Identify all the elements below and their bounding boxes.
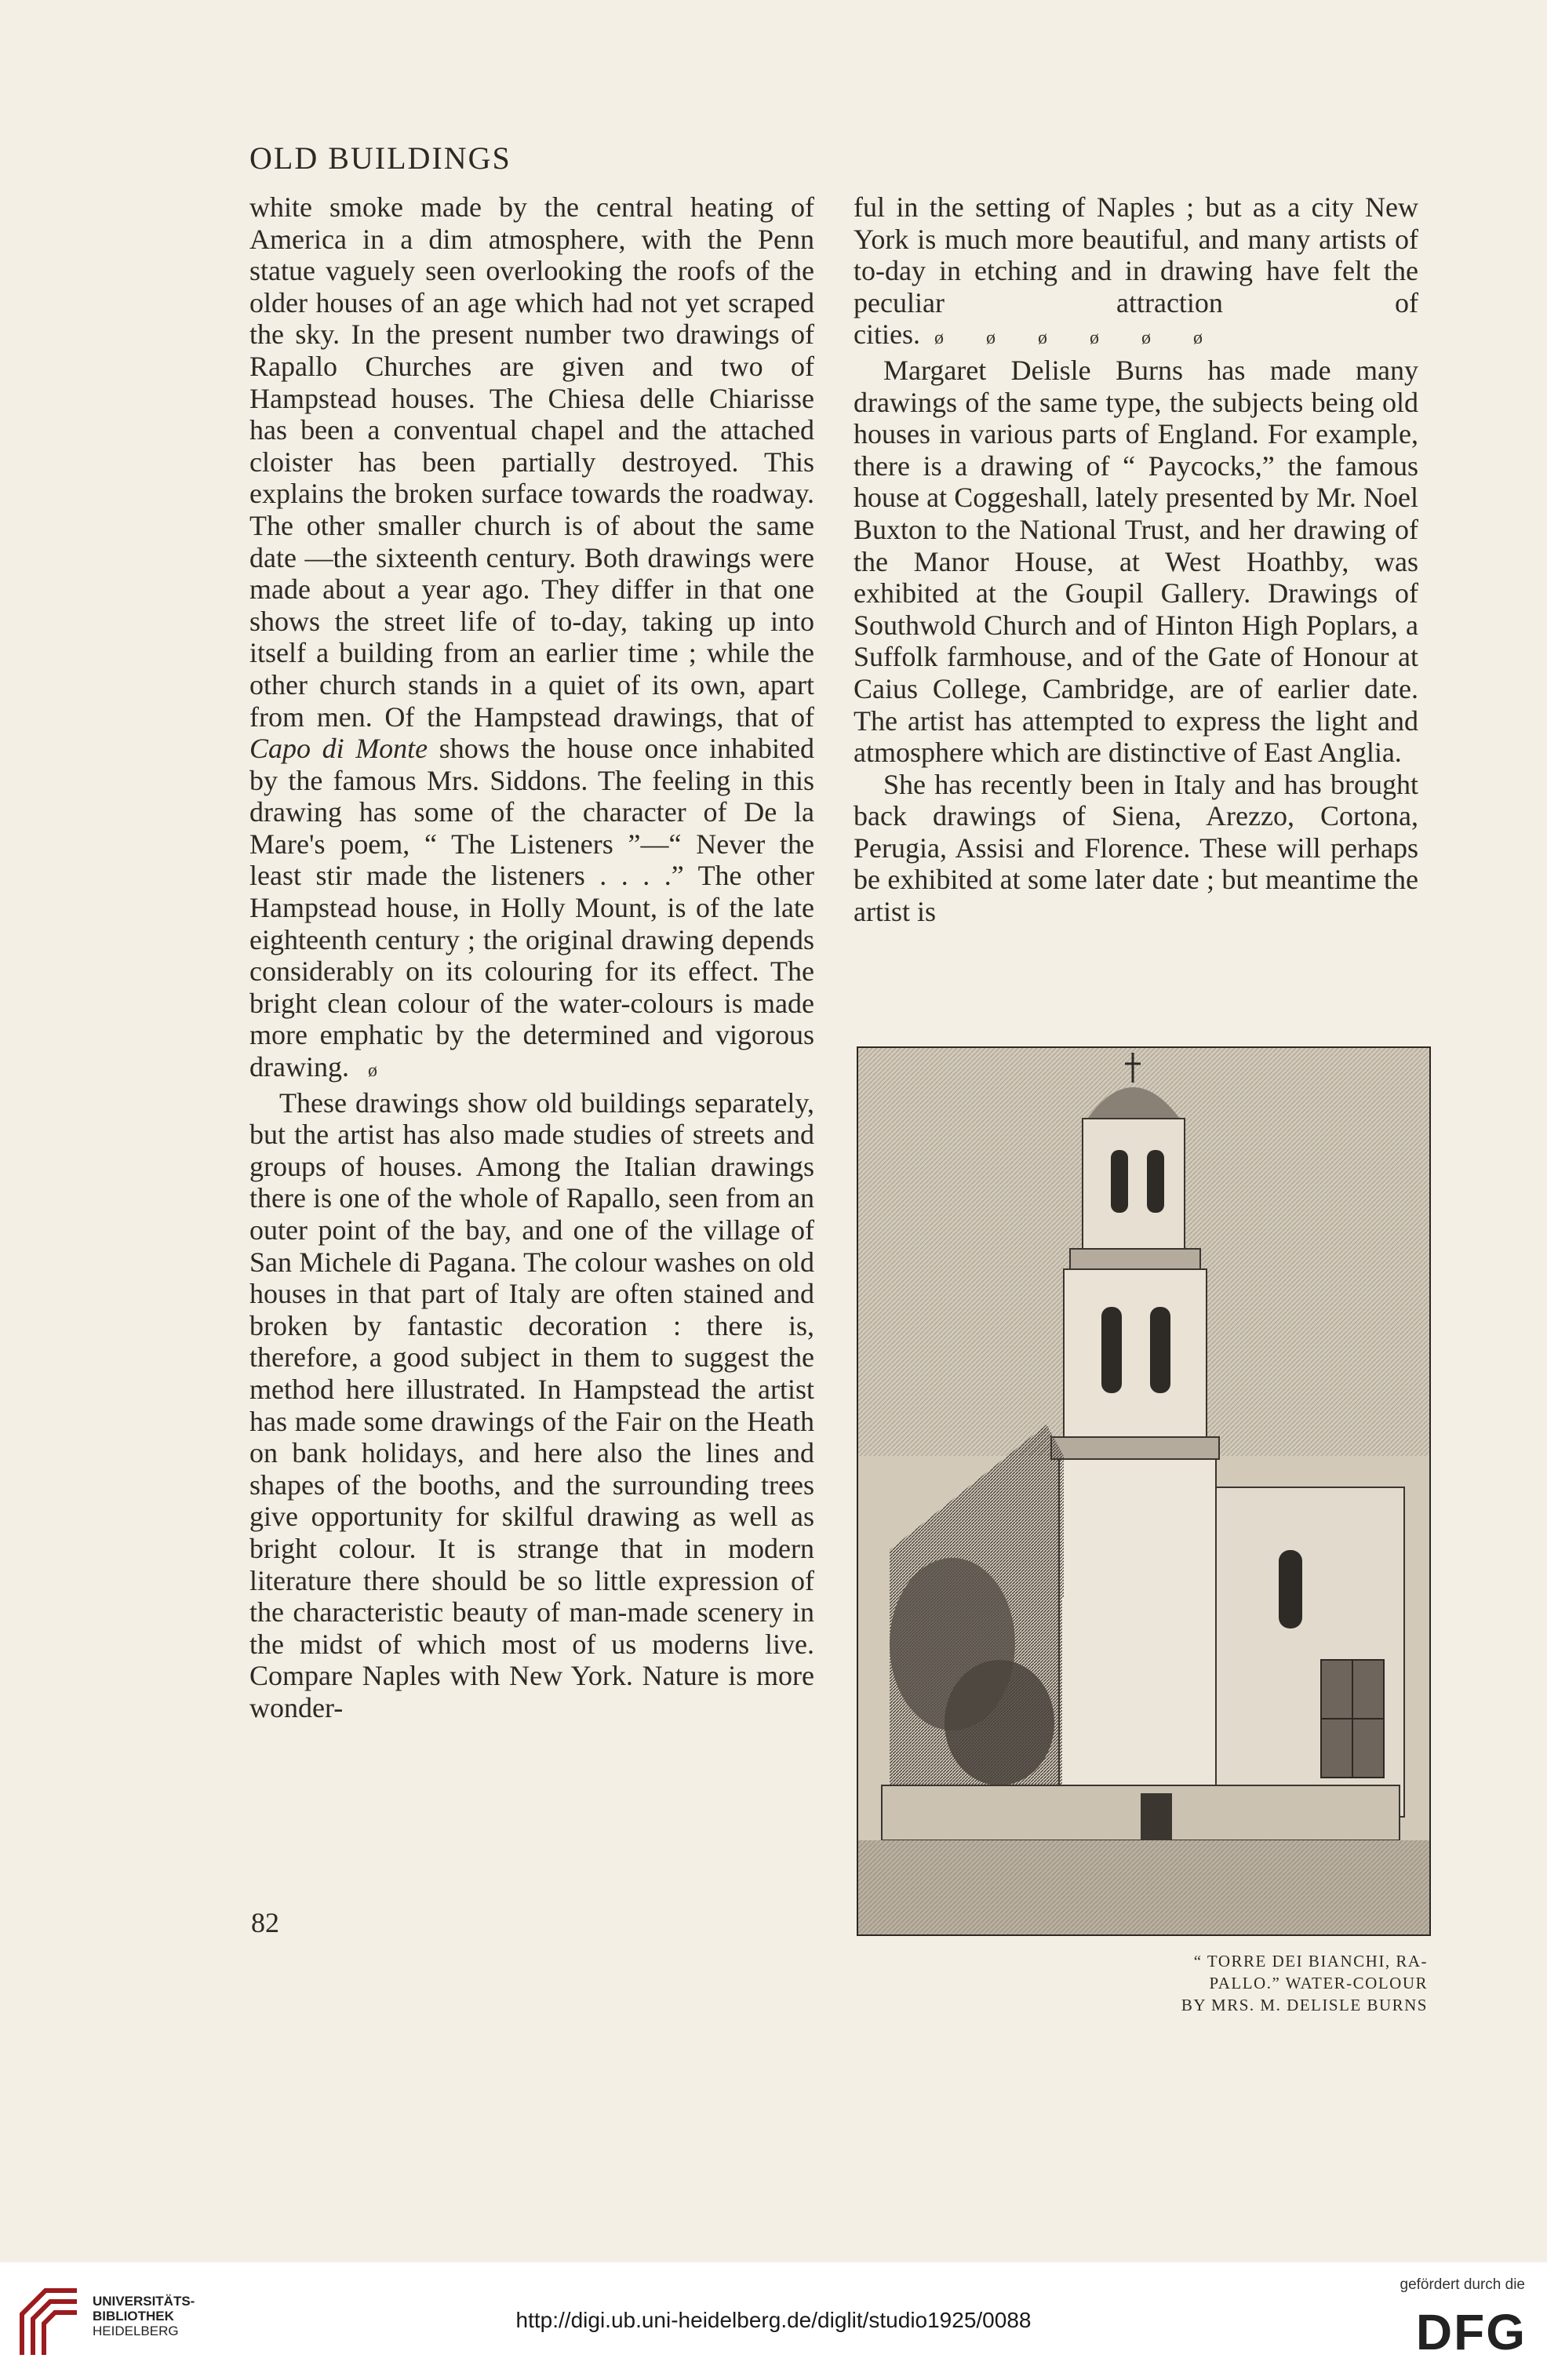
- library-name-line-1: UNIVERSITÄTS-: [93, 2294, 195, 2309]
- ornament-glyph: ø: [1141, 328, 1151, 349]
- funding-label: gefördert durch die: [1400, 2276, 1525, 2293]
- ornament-glyph: ø: [985, 328, 996, 349]
- caption-line-1: “ TORRE DEI BIANCHI, RA-: [1193, 1952, 1428, 1971]
- right-column: [854, 191, 1418, 928]
- ornament-glyph: ø: [367, 1061, 377, 1082]
- left-column: [249, 191, 814, 1724]
- right-paragraph-2: Margaret Delisle Burns has made many drawings of the same type, the subjects being old houses in various parts of England. For example, there is a drawing of “ Paycocks,” the famous house at Coggeshall, lately presented by Mr. Noel Buxton to the National Trust, and her drawing of the Manor House, at West Hoathby, was exhibited at the Goupil Gallery. Drawings of Southwold Church and of Hinton High Poplars, a Suffolk farmhouse, and of the Gate of Honour at Caius College, Cambridge, are of earlier date. The artist has attempted to express the light and atmosphere which are distinctive of East Anglia.: [854, 354, 1418, 769]
- italic-title: Capo di Monte: [249, 733, 428, 765]
- page-number: 82: [251, 1907, 279, 1938]
- church-tower-illustration: [857, 1046, 1431, 1936]
- ornament-glyph: ø: [1089, 328, 1099, 349]
- left-paragraph-1-rest: shows the house once inhabited by the famous Mrs. Siddons. The feeling in this drawing has some of the character of De la Mare's poem, “ The Listeners ”—“ Never the least stir made the listeners . . . .” The other Hampstead house, in Holly Mount, is of the late eighteenth century ; the original drawing depends considerably on its colouring for its effect. The bright clean colour of the water-colours is made more emphatic by the determined and vigorous drawing.: [249, 733, 815, 1083]
- caption-line-2: PALLO.” WATER-COLOUR: [1209, 1974, 1428, 1992]
- left-paragraph-2: These drawings show old buildings separately, but the artist has also made studies of streets and groups of houses. Among the Italian drawings there is one of the whole of Rapallo, seen from an outer point of the bay, and one of the village of San Michele di Pagana. The colour washes on old houses in that part of Italy are often stained and broken by fantastic decoration : there is, therefore, a good subject in them to suggest the method here illustrated. In Hampstead the artist has made some drawings of the Fair on the Heath on bank holidays, and here also the lines and shapes of the booths, and the surrounding trees give opportunity for skilful drawing as well as bright colour. It is strange that in modern literature there should be so little expression of the characteristic beauty of man-made scenery in the midst of which most of us moderns live. Compare Naples with New York. Nature is more wonder-: [249, 1086, 814, 1723]
- library-name-line-2: BIBLIOTHEK: [93, 2309, 174, 2324]
- dfg-logo: DFG: [1415, 2304, 1527, 2360]
- church-tower-drawing: [858, 1048, 1429, 1934]
- right-paragraph-1-text: ful in the setting of Naples ; but as a city New York is much more beautiful, and many artists of to-day in etching and in drawing have felt the peculiar attraction of cities.: [854, 191, 1418, 351]
- illustration-caption: [1067, 1950, 1428, 2016]
- right-paragraph-1: [854, 191, 1418, 355]
- caption-line-3: BY MRS. M. DELISLE BURNS: [1181, 1996, 1428, 2014]
- digitization-footer: [0, 2262, 1547, 2380]
- right-paragraph-3: She has recently been in Italy and has brought back drawings of Siena, Arezzo, Cortona, Perugia, Assisi and Florence. These will perhaps be exhibited at some later date ; but meantime the artist is: [854, 768, 1418, 928]
- running-head: OLD BUILDINGS: [249, 140, 511, 176]
- left-paragraph-1-text: white smoke made by the central heating of America in a dim atmosphere, with the Penn statue vaguely seen overlooking the roofs of the older houses of an age which had not yet scraped the sky. In the present number two drawings of Rapallo Churches are given and two of Hampstead houses. The Chiesa delle Chiarisse has been a conventual chapel and the attached cloister has been partially destroyed. This explains the broken surface towards the roadway. The other smaller church is of about the same date —the sixteenth century. Both drawings were made about a year ago. They differ in that one shows the street life of to-day, taking up into itself a building from an earlier time ; while the other church stands in a quiet of its own, apart from men. Of the Hampstead drawings, that of: [249, 191, 814, 733]
- library-name-line-3: HEIDELBERG: [93, 2324, 179, 2338]
- permalink-url[interactable]: http://digi.ub.uni-heidelberg.de/diglit/studio1925/0088: [515, 2308, 1032, 2332]
- left-paragraph-1: [249, 191, 814, 1087]
- ornament-glyph: ø: [1192, 328, 1203, 349]
- ornament-glyph: ø: [934, 328, 944, 349]
- ornament-glyph: ø: [1037, 328, 1047, 349]
